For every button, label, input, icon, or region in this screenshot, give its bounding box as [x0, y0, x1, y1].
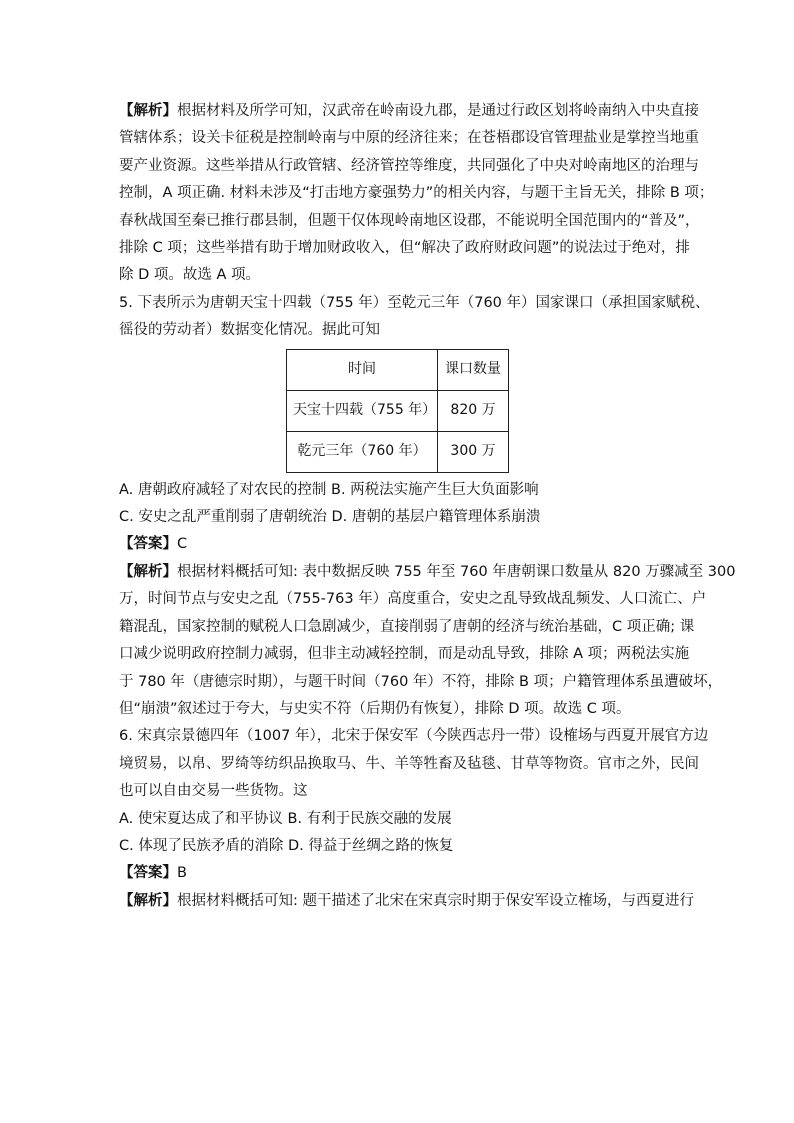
q5-analysis-label: 【解析】 [119, 563, 177, 580]
q6-option-row: A. 使宋夏达成了和平协议 B. 有利于民族交融的发展 [119, 810, 452, 827]
q4-analysis-line: 管辖体系；设关卡征税是控制岭南与中原的经济往来；在苍梧郡设官管理盐业是掌控当地重 [119, 130, 699, 147]
q5-option-row: A. 唐朝政府减轻了对农民的控制 B. 两税法实施产生巨大负面影响 [119, 481, 539, 498]
q4-analysis-line: 要产业资源。这些举措从行政管辖、经济管控等维度，共同强化了中央对岭南地区的治理与 [119, 157, 699, 174]
q5-stem-line: 徭役的劳动者）数据变化情况。据此可知 [119, 322, 380, 339]
q5-analysis-line: 根据材料概括可知: 表中数据反映 755 年至 760 年唐朝课口数量从 820 万骤减至 300 [177, 563, 736, 580]
q5-analysis-line: 万，时间节点与安史之乱（755-763 年）高度重合，安史之乱导致战乱频发、人口流亡、户 [119, 591, 707, 608]
table-row [287, 431, 509, 472]
q6-analysis-line: 根据材料概括可知: 题干描述了北宋在宋真宗时期于保安军设立榷场，与西夏进行 [177, 892, 694, 909]
q6-stem-line: 6. 宋真宗景德四年（1007 年），北宋于保安军（今陕西志丹一带）设榷场与西夏开展官方边 [119, 728, 709, 745]
q4-analysis-line: 根据材料及所学可知，汉武帝在岭南设九郡，是通过行政区划将岭南纳入中央直接 [177, 103, 699, 119]
q4-analysis-line: 控制，A 项正确. 材料未涉及“打击地方豪强势力”的相关内容，与题干主旨无关，排除 B 项； [119, 185, 714, 202]
q5-options [119, 477, 679, 532]
q4-analysis [119, 98, 714, 290]
table-cell-count: 300 万 [438, 431, 509, 472]
q5-stem [119, 290, 710, 345]
q4-analysis-line: 春秋战国至秦已推行郡县制，但题干仅体现岭南地区设郡，不能说明全国范围内的“普及”， [119, 212, 700, 229]
q5-option-row: C. 安史之乱严重削弱了唐朝统治 D. 唐朝的基层户籍管理体系崩溃 [119, 509, 541, 526]
q6-stem-line: 境贸易，以帛、罗绮等纺织品换取马、牛、羊等牲畜及毡毯、甘草等物资。官市之外，民间 [119, 755, 699, 772]
q5-analysis-line: 口减少说明政府控制力减弱，但非主动减轻控制，而是动乱导致，排除 A 项；两税法实施 [119, 646, 690, 663]
q6-stem-line: 也可以自由交易一些货物。这 [119, 783, 308, 800]
document-content [119, 98, 736, 915]
q5-analysis [119, 559, 736, 723]
table-header-row [287, 349, 509, 390]
table-header-time: 时间 [287, 349, 438, 390]
q6-answer-value: B [177, 865, 187, 882]
q6-answer-label: 【答案】 [119, 865, 177, 882]
q5-analysis-line: 于 780 年（唐德宗时期），与题干时间（760 年）不符，排除 B 项；户籍管理体系虽遭破坏， [119, 673, 723, 690]
table-cell-time: 天宝十四载（755 年） [287, 390, 438, 431]
q5-answer [119, 531, 679, 558]
q6-analysis [119, 888, 694, 915]
q6-analysis-label: 【解析】 [119, 892, 177, 909]
table-row [287, 390, 509, 431]
table-cell-count: 820 万 [438, 390, 509, 431]
table-cell-time: 乾元三年（760 年） [287, 431, 438, 472]
q5-answer-value: C [177, 536, 188, 553]
table-header-count: 课口数量 [438, 349, 509, 390]
q4-analysis-line: 除 D 项。故选 A 项。 [119, 267, 261, 284]
q6-answer [119, 860, 679, 887]
q4-analysis-label: 【解析】 [119, 103, 177, 119]
q5-data-table [286, 349, 509, 473]
q5-answer-label: 【答案】 [119, 536, 177, 553]
q5-stem-line: 5. 下表所示为唐朝天宝十四载（755 年）至乾元三年（760 年）国家课口（承担国家赋税、 [119, 294, 710, 311]
q5-analysis-line: 籍混乱，国家控制的赋税人口急剧减少，直接削弱了唐朝的经济与统治基础，C 项正确; 课 [119, 618, 695, 635]
q5-table-wrapper [286, 349, 679, 473]
q4-analysis-line: 排除 C 项；这些举措有助于增加财政收入，但“解决了政府财政问题”的说法过于绝对，排 [119, 240, 690, 257]
q6-options [119, 806, 679, 861]
q5-analysis-line: 但“崩溃”叙述过于夸大，与史实不符（后期仍有恢复），排除 D 项。故选 C 项。 [119, 700, 631, 717]
q6-stem [119, 723, 709, 805]
q6-option-row: C. 体现了民族矛盾的消除 D. 得益于丝绸之路的恢复 [119, 837, 454, 854]
